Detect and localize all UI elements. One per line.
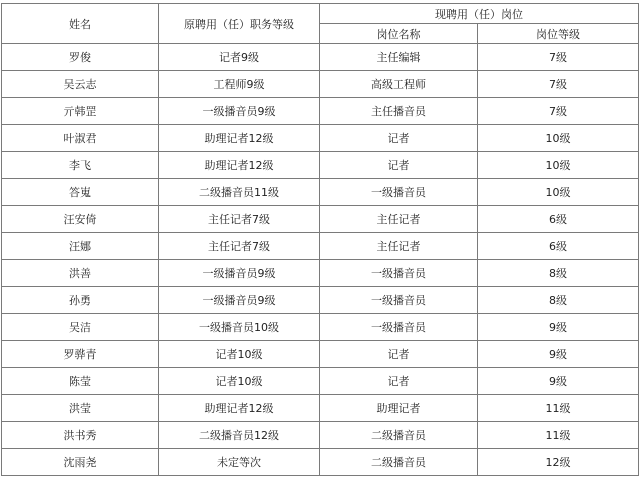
cell-position-name: 记者 bbox=[320, 152, 478, 179]
cell-name: 汪安倚 bbox=[2, 206, 159, 233]
cell-original-grade: 记者10级 bbox=[159, 341, 320, 368]
cell-name: 洪善 bbox=[2, 260, 159, 287]
cell-original-grade: 一级播音员9级 bbox=[159, 287, 320, 314]
cell-name: 答嵬 bbox=[2, 179, 159, 206]
cell-position-name: 一级播音员 bbox=[320, 260, 478, 287]
cell-name: 罗俊 bbox=[2, 44, 159, 71]
cell-position-name: 一级播音员 bbox=[320, 287, 478, 314]
cell-position-name: 二级播音员 bbox=[320, 449, 478, 476]
table-row bbox=[2, 125, 639, 152]
cell-position-grade: 9级 bbox=[478, 314, 639, 341]
cell-name: 洪书秀 bbox=[2, 422, 159, 449]
cell-original-grade: 主任记者7级 bbox=[159, 233, 320, 260]
cell-position-grade: 9级 bbox=[478, 341, 639, 368]
cell-original-grade: 二级播音员11级 bbox=[159, 179, 320, 206]
cell-position-name: 二级播音员 bbox=[320, 422, 478, 449]
cell-position-name: 助理记者 bbox=[320, 395, 478, 422]
cell-original-grade: 助理记者12级 bbox=[159, 152, 320, 179]
cell-original-grade: 助理记者12级 bbox=[159, 125, 320, 152]
cell-original-grade: 记者10级 bbox=[159, 368, 320, 395]
cell-position-name: 高级工程师 bbox=[320, 71, 478, 98]
cell-original-grade: 一级播音员10级 bbox=[159, 314, 320, 341]
cell-name: 孙勇 bbox=[2, 287, 159, 314]
cell-position-grade: 11级 bbox=[478, 395, 639, 422]
cell-position-name: 主任编辑 bbox=[320, 44, 478, 71]
cell-original-grade: 工程师9级 bbox=[159, 71, 320, 98]
table-header bbox=[2, 4, 639, 44]
cell-name: 陈莹 bbox=[2, 368, 159, 395]
table-row bbox=[2, 44, 639, 71]
cell-position-name: 记者 bbox=[320, 341, 478, 368]
table-row bbox=[2, 71, 639, 98]
cell-original-grade: 一级播音员9级 bbox=[159, 260, 320, 287]
cell-position-name: 主任记者 bbox=[320, 206, 478, 233]
cell-name: 吴云志 bbox=[2, 71, 159, 98]
table-row bbox=[2, 422, 639, 449]
cell-name: 李飞 bbox=[2, 152, 159, 179]
cell-original-grade: 一级播音员9级 bbox=[159, 98, 320, 125]
table-row bbox=[2, 287, 639, 314]
table-row bbox=[2, 260, 639, 287]
table-row bbox=[2, 206, 639, 233]
cell-position-grade: 8级 bbox=[478, 260, 639, 287]
cell-position-name: 主任播音员 bbox=[320, 98, 478, 125]
table-row bbox=[2, 341, 639, 368]
header-position-grade: 岗位等级 bbox=[478, 24, 639, 44]
table-row bbox=[2, 98, 639, 125]
cell-position-grade: 10级 bbox=[478, 125, 639, 152]
cell-original-grade: 未定等次 bbox=[159, 449, 320, 476]
header-original-grade: 原聘用（任）职务等级 bbox=[159, 4, 320, 44]
cell-position-grade: 6级 bbox=[478, 206, 639, 233]
cell-position-grade: 10级 bbox=[478, 152, 639, 179]
table-row bbox=[2, 152, 639, 179]
table-row bbox=[2, 314, 639, 341]
cell-position-grade: 8级 bbox=[478, 287, 639, 314]
table-row bbox=[2, 395, 639, 422]
cell-position-name: 主任记者 bbox=[320, 233, 478, 260]
cell-original-grade: 二级播音员12级 bbox=[159, 422, 320, 449]
cell-name: 沈雨尧 bbox=[2, 449, 159, 476]
cell-name: 汪娜 bbox=[2, 233, 159, 260]
cell-name: 亓韩罡 bbox=[2, 98, 159, 125]
header-current-position: 现聘用（任）岗位 bbox=[320, 4, 639, 24]
header-position-name: 岗位名称 bbox=[320, 24, 478, 44]
cell-name: 叶淑君 bbox=[2, 125, 159, 152]
cell-position-name: 记者 bbox=[320, 368, 478, 395]
table-row bbox=[2, 449, 639, 476]
table-row bbox=[2, 233, 639, 260]
cell-position-name: 一级播音员 bbox=[320, 314, 478, 341]
cell-position-grade: 9级 bbox=[478, 368, 639, 395]
table-row bbox=[2, 368, 639, 395]
table-body bbox=[2, 44, 639, 476]
cell-position-name: 一级播音员 bbox=[320, 179, 478, 206]
cell-name: 吴洁 bbox=[2, 314, 159, 341]
cell-position-name: 记者 bbox=[320, 125, 478, 152]
cell-name: 罗骅青 bbox=[2, 341, 159, 368]
cell-position-grade: 10级 bbox=[478, 179, 639, 206]
cell-original-grade: 助理记者12级 bbox=[159, 395, 320, 422]
cell-original-grade: 主任记者7级 bbox=[159, 206, 320, 233]
personnel-grade-table bbox=[1, 3, 639, 476]
header-name: 姓名 bbox=[2, 4, 159, 44]
cell-position-grade: 7级 bbox=[478, 71, 639, 98]
cell-position-grade: 6级 bbox=[478, 233, 639, 260]
table-row bbox=[2, 179, 639, 206]
cell-position-grade: 12级 bbox=[478, 449, 639, 476]
cell-position-grade: 7级 bbox=[478, 44, 639, 71]
cell-position-grade: 11级 bbox=[478, 422, 639, 449]
cell-name: 洪莹 bbox=[2, 395, 159, 422]
cell-position-grade: 7级 bbox=[478, 98, 639, 125]
cell-original-grade: 记者9级 bbox=[159, 44, 320, 71]
